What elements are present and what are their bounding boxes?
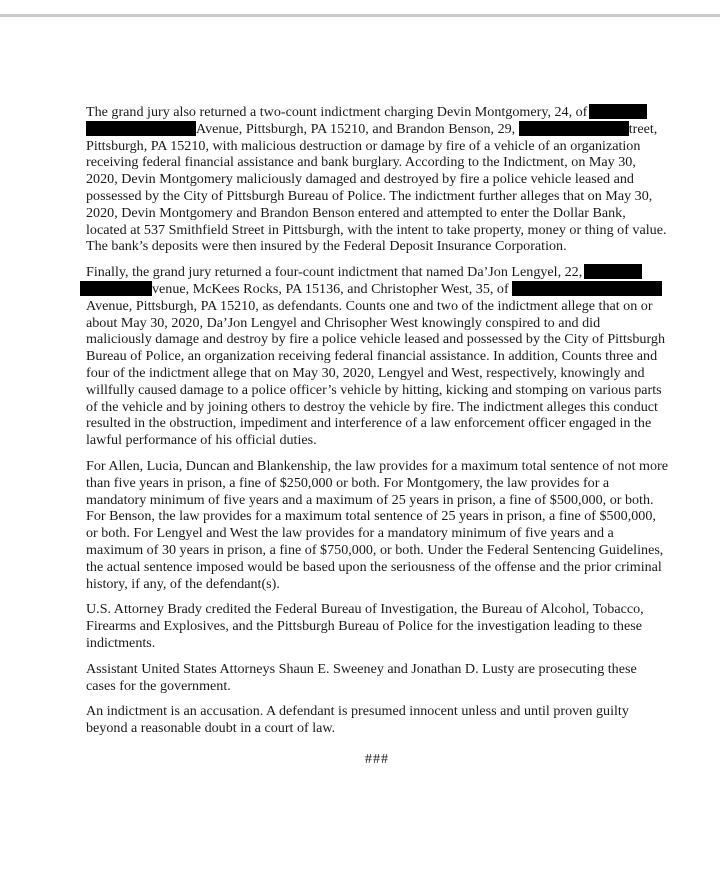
p2-line2-text: venue, McKees Rocks, PA 15136, and Christopher West, 35, of xyxy=(152,280,509,297)
p2-body-text: Avenue, Pittsburgh, PA 15210, as defendants. Counts one and two of the indictment allege that on or about May 30, 2020, Da’Jon Lengyel and Chrisopher West knowingly conspired to and did maliciously damage and destroy by fire a police vehicle leased and possessed by the City of Pittsburgh Bureau of Police, an organization receiving federal financial assistance. In addition, Counts three and four of the indictment allege that on May 30, 2020, Lengyel and West, respectively, knowingly and willfully caused damage to a police officer’s vehicle by hitting, kicking and stomping on various parts of the vehicle and by joining others to destroy the vehicle by fire. The indictment alleges this conduct resulted in the obstruction, impediment and interference of a law enforcement officer engaged in the lawful performance of his official duties. xyxy=(86,297,666,449)
redaction-box xyxy=(86,121,196,136)
paragraph-lengyel-west xyxy=(86,264,668,449)
paragraph-montgomery-benson xyxy=(86,104,668,255)
p1-line1-text: The grand jury also returned a two-count indictment charging Devin Montgomery, 24, of xyxy=(86,104,588,120)
redaction-box xyxy=(589,104,647,119)
press-release-body xyxy=(86,104,668,768)
paragraph-disclaimer: An indictment is an accusation. A defendant is presumed innocent unless and until proven guilty beyond a reasonable doubt in a court of law. xyxy=(86,703,629,737)
paragraph-sentencing: For Allen, Lucia, Duncan and Blankenship, the law provides for a maximum total sentence of not more than five years in prison, a fine of $250,000 or both. For Montgomery, the law provides for a mandatory minimum of five years and a maximum of 25 years in prison, a fine of $500,000, or both. For Benson, the law provides for a maximum total sentence of 25 years in prison, a fine of $500,000, or both. For Lengyel and West the law provides for a mandatory minimum of five years and a maximum of 30 years in prison, a fine of $750,000, or both. Under the Federal Sentencing Guidelines, the actual sentence imposed would be based upon the seriousness of the offense and the prior criminal history, if any, of the defendant(s). xyxy=(86,457,668,592)
redaction-box xyxy=(80,281,152,296)
p1-line2-text: Avenue, Pittsburgh, PA 15210, and Brandon Benson, 29, xyxy=(196,120,516,137)
redaction-box xyxy=(584,264,642,279)
paragraph-prosecutors: Assistant United States Attorneys Shaun E. Sweeney and Jonathan D. Lusty are prosecuting these cases for the government. xyxy=(86,660,637,694)
redaction-box xyxy=(512,281,662,296)
p1-line2-tail: treet, xyxy=(628,120,658,137)
p2-line1-text: Finally, the grand jury returned a four-count indictment that named Da’Jon Lengyel, 22, xyxy=(86,264,583,281)
redaction-box xyxy=(519,121,629,136)
p1-body-text: Pittsburgh, PA 15210, with malicious destruction or damage by fire of a vehicle of an organization receiving federal financial assistance and bank burglary. According to the Indictment, on May 30, 2020, Devin Montgomery maliciously damaged and destroyed by fire a police vehicle leased and possessed by the City of Pittsburgh Bureau of Police. The indictment further alleges that on May 30, 2020, Devin Montgomery and Brandon Benson entered and attempted to enter the Dollar Bank, located at 537 Smithfield Street in Pittsburgh, with the intent to take property, money or thing of value. The bank’s deposits were then insured by the Federal Deposit Insurance Corporation. xyxy=(86,137,667,255)
paragraph-credits: U.S. Attorney Brady credited the Federal Bureau of Investigation, the Bureau of Alcohol, Tobacco, Firearms and Explosives, and the Pittsburgh Bureau of Police for the investigation leading to these indictments. xyxy=(86,601,644,651)
end-mark: ### xyxy=(364,750,390,767)
top-rule xyxy=(0,14,720,17)
